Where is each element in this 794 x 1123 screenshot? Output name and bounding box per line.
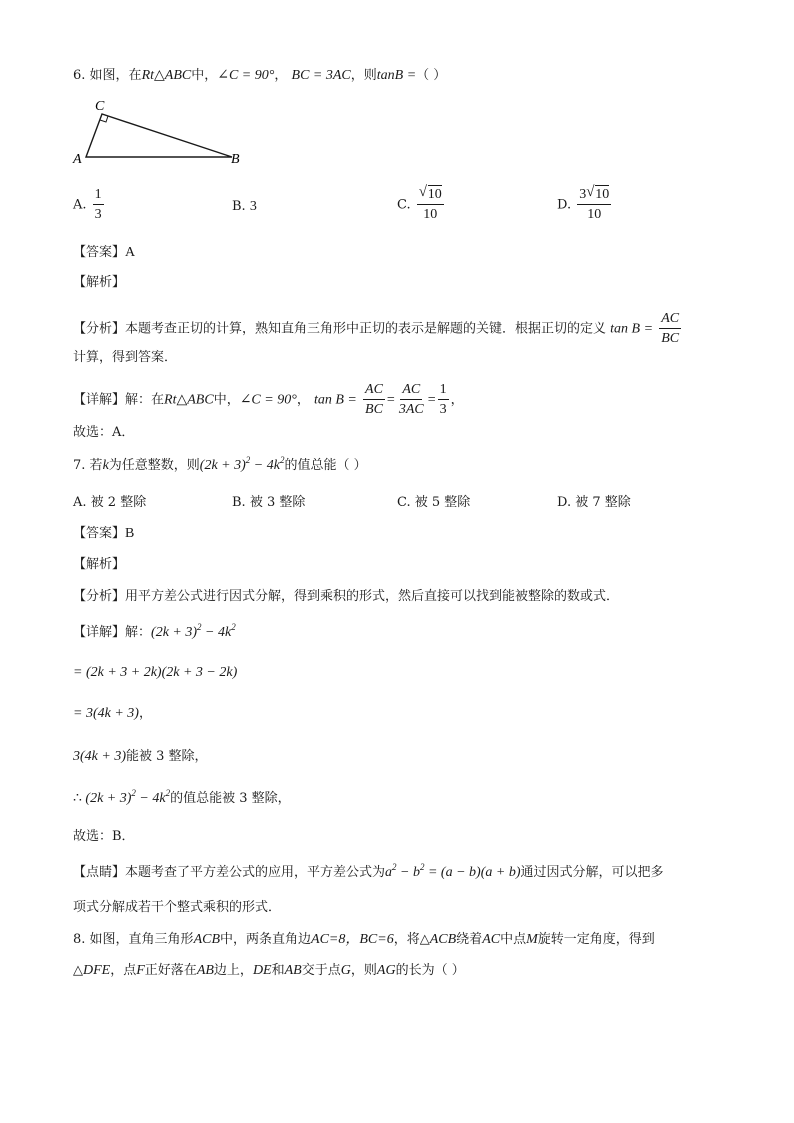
text: 边上， <box>213 963 253 978</box>
q6-choose <box>73 424 134 442</box>
q8-stem-line1 <box>73 931 655 949</box>
frac-num: AC <box>363 383 385 400</box>
option-d-label: D. <box>557 197 572 213</box>
answer-tag: 【答案】 <box>73 245 126 260</box>
fenxi-tag: 【分析】 <box>73 589 126 604</box>
q6-stem <box>73 67 446 85</box>
segment-ab: AB <box>284 963 302 978</box>
text: 中点 <box>500 932 527 947</box>
step5-expression: $(2k + 3)^2 - 4k^2$ <box>85 788 171 806</box>
segment-de: DE <box>252 963 272 978</box>
step3-expression: = 3(4k + 3) <box>73 706 139 721</box>
q6-paren: （ ） <box>416 68 447 83</box>
q7-step2: = (2k + 3 + 2k)(2k + 3 − 2k) <box>73 665 238 680</box>
tan-expression: tan B = <box>610 321 654 337</box>
q7-stem-b: 为任意整数，则 <box>108 458 200 473</box>
detail-text-b: 中， <box>213 392 240 408</box>
option-b-label: B. <box>232 199 246 214</box>
frac-den: 3 <box>439 402 447 417</box>
answer-value: A <box>125 245 136 260</box>
detail-angle: ∠C = 90° <box>239 392 297 408</box>
q7-stem <box>73 457 367 475</box>
choose-text: 故选：A． <box>73 425 135 440</box>
option-b-value: 3 <box>249 199 257 214</box>
q6-fenxi-cont <box>73 349 177 367</box>
q7-expression: $(2k + 3)^2 - 4k^2$ <box>199 455 285 473</box>
option-d-fraction <box>577 184 611 222</box>
q7-detail <box>73 624 236 642</box>
q7-option-d: D. 被 7 整除 <box>557 495 631 510</box>
step5-text: 的值总能被 3 整除， <box>170 791 291 806</box>
q7-step3 <box>73 705 152 723</box>
fenxi-tag: 【分析】 <box>73 321 126 337</box>
vertex-label-a: A <box>73 152 82 167</box>
dianjing-continuation: 项式分解成若干个整式乘积的形式． <box>73 900 282 915</box>
q8-number: 8. <box>73 932 86 947</box>
q6-answer <box>73 244 135 262</box>
fenxi-text: 用平方差公式进行因式分解，得到乘积的形式，然后直接可以找到能被整除的数或式． <box>125 589 620 604</box>
step3-end: ， <box>138 706 152 721</box>
point-g: G <box>340 963 351 978</box>
detail-end: ， <box>450 392 464 408</box>
detail-sep: ， <box>296 392 310 408</box>
text: 旋转一定角度，得到 <box>537 932 655 947</box>
detail-fraction-1 <box>363 383 385 417</box>
vertex-label-b: B <box>231 152 240 167</box>
frac-num: 1 <box>93 188 104 205</box>
text: 正好落在 <box>144 963 197 978</box>
equals: = <box>386 392 395 408</box>
q7-analysis-tag <box>73 556 125 574</box>
detail-tan: tan B = <box>313 392 357 408</box>
detail-tag: 【详解】 <box>73 625 126 640</box>
frac-den: 3AC <box>398 402 424 417</box>
q6-option-b <box>232 198 257 216</box>
fenxi-text: 本题考查正切的计算，熟知直角三角形中正切的表示是解题的关键．根据正切的定义 <box>125 321 607 337</box>
q6-ask: tanB = <box>376 68 417 83</box>
q6-option-a <box>73 188 106 222</box>
text: ，则 <box>350 963 377 978</box>
fenxi-fraction <box>659 312 681 346</box>
q6-option-c <box>397 184 446 222</box>
q7-stem-c: 的值总能（ ） <box>284 458 367 473</box>
frac-den: 3 <box>94 207 102 222</box>
q6-stem-text-a: 如图，在 <box>89 68 142 83</box>
q6-analysis-tag <box>73 274 125 292</box>
frac-den: 10 <box>587 207 602 222</box>
q7-dianjing-cont <box>73 899 281 917</box>
text: 中，两条直角边 <box>220 932 312 947</box>
segment-ag: AG <box>376 963 396 978</box>
q7-option-c: C. 被 5 整除 <box>397 495 471 510</box>
text: 如图，直角三角形 <box>89 932 194 947</box>
frac-den: BC <box>365 402 383 417</box>
q6-option-d <box>557 184 613 222</box>
q7-dianjing <box>73 864 664 882</box>
dianjing-text-a: 本题考查了平方差公式的应用，平方差公式为 <box>125 865 386 880</box>
q6-detail <box>73 383 464 417</box>
q7-var-k: k <box>102 458 109 473</box>
frac-num: AC <box>400 383 422 400</box>
segment-ac: AC <box>482 932 501 947</box>
q6-fenxi <box>73 312 683 346</box>
option-a-label: A. <box>73 197 87 213</box>
equals: = <box>427 392 436 408</box>
q6-stem-text-b: 中， <box>191 68 218 83</box>
text: ，将△ <box>393 932 430 947</box>
detail-tag: 【详解】 <box>73 392 126 408</box>
step1-expression: $(2k + 3)^2 - 4k^2$ <box>151 622 236 640</box>
q7-fenxi <box>73 588 619 606</box>
text: △ <box>73 963 83 978</box>
frac-num: 1 <box>438 383 449 400</box>
triangle-outline <box>86 114 232 157</box>
text: 和 <box>271 963 285 978</box>
q7-stem-a: 若 <box>89 458 103 473</box>
detail-fraction-3 <box>438 383 449 417</box>
q6-triangle-figure <box>70 96 250 168</box>
frac-den: BC <box>661 331 680 346</box>
q7-option-a: A. 被 2 整除 <box>73 495 147 510</box>
step4-expression: 3(4k + 3) <box>73 749 126 764</box>
radicand: 10 <box>595 187 610 202</box>
answer-value: B <box>125 526 135 541</box>
step4-text: 能被 3 整除， <box>126 749 208 764</box>
detail-text-a: 解：在 <box>125 392 165 408</box>
q7-option-b: B. 被 3 整除 <box>232 495 306 510</box>
text: 绕着 <box>456 932 483 947</box>
vertex-label-c: C <box>95 99 105 114</box>
analysis-tag: 【解析】 <box>73 557 126 572</box>
q8-stem-line2 <box>73 962 465 980</box>
q7-number: 7. <box>73 458 86 473</box>
answer-tag: 【答案】 <box>73 526 126 541</box>
q7-answer <box>73 525 134 543</box>
option-c-fraction <box>417 184 444 222</box>
sqrt-symbol: √ 10 <box>586 184 610 202</box>
triangle-acb: ACB <box>193 932 221 947</box>
detail-text-a: 解： <box>125 625 152 640</box>
dianjing-text-b: 通过因式分解，可以把多 <box>520 865 664 880</box>
triangle-acb: ACB <box>429 932 457 947</box>
q6-triangle: Rt△ABC <box>141 68 192 83</box>
q6-condition-angle: ∠C = 90° <box>217 68 275 83</box>
option-c-label: C. <box>397 197 411 213</box>
text: ，点 <box>110 963 137 978</box>
radicand: 10 <box>427 187 442 202</box>
point-f: F <box>136 963 145 978</box>
difference-of-squares: $a^2 - b^2 = (a - b)(a + b)$ <box>385 862 521 880</box>
q7-step4 <box>73 748 208 766</box>
q6-condition-sides: BC = 3AC <box>291 68 351 83</box>
detail-fraction-2 <box>397 383 426 417</box>
choose-text: 故选：B． <box>73 829 135 844</box>
segment-ab: AB <box>196 963 214 978</box>
text: 的长为（ ） <box>395 963 465 978</box>
frac-num: AC <box>659 312 681 329</box>
text: 交于点 <box>301 963 341 978</box>
option-a-fraction <box>93 188 104 222</box>
triangle-dfe: DFE <box>83 963 111 978</box>
dianjing-tag: 【点睛】 <box>73 865 126 880</box>
q6-stem-text-c: ，则 <box>350 68 377 83</box>
point-m: M <box>526 932 538 947</box>
detail-triangle: Rt△ABC <box>164 392 214 408</box>
coefficient: 3 <box>579 187 587 202</box>
fenxi-continuation: 计算，得到答案． <box>73 350 178 365</box>
q6-sep: ， <box>274 68 288 83</box>
q6-number: 6. <box>73 68 86 83</box>
frac-den: 10 <box>423 207 438 222</box>
analysis-tag: 【解析】 <box>73 275 126 290</box>
q7-choose <box>73 828 135 846</box>
sqrt-symbol: √ 10 <box>418 184 442 202</box>
therefore-symbol: ∴ <box>73 791 86 806</box>
q7-step5 <box>73 790 291 808</box>
side-lengths: AC=8，BC=6 <box>311 932 394 947</box>
